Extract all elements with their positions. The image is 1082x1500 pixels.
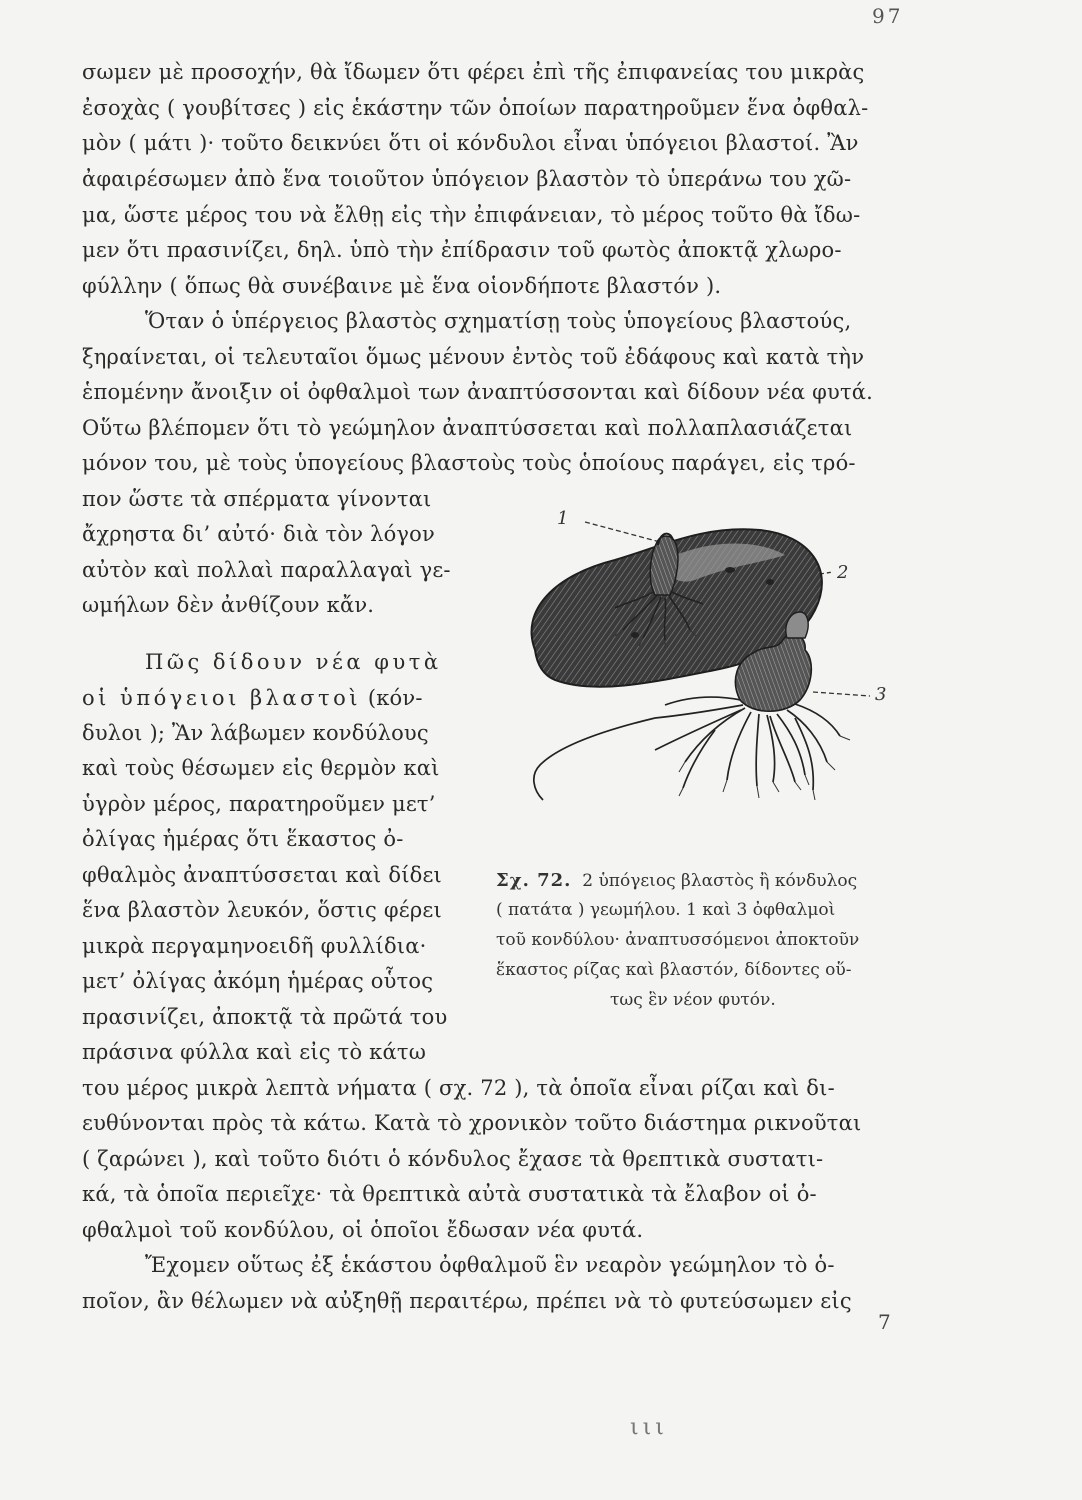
text-line: Ἔχομεν οὕτως ἐξ ἑκάστου ὀφθαλμοῦ ἓν νεαρὸν γεώμηλον τὸ ὁ-	[145, 1253, 835, 1277]
text-line: Οὕτω βλέπομεν ὅτι τὸ γεώμηλον ἀναπτύσσεται καὶ πολλαπλασιάζεται	[82, 416, 853, 440]
text-line: αὐτὸν καὶ πολλαὶ παραλλαγαὶ γε-	[82, 558, 451, 582]
figure-caption-line: ( πατάτα ) γεωμήλου. 1 καὶ 3 ὀφθαλμοὶ	[496, 900, 836, 920]
section-heading: οἱ ὑπόγειοι βλαστοὶ	[82, 686, 361, 710]
callout-label: 3	[875, 684, 887, 705]
text-line: ἄχρηστα δι’ αὐτό· διὰ τὸν λόγον	[82, 522, 435, 546]
callout-label: 1	[557, 508, 569, 529]
text-line: μὸν ( μάτι )· τοῦτο δεικνύει ὅτι οἱ κόνδυλοι εἶναι ὑπόγειοι βλαστοί. Ἂν	[82, 131, 859, 155]
text-line: δυλοι ); Ἂν λάβωμεν κονδύλους	[82, 721, 429, 745]
text-line: πράσινα φύλλα καὶ εἰς τὸ κάτω	[82, 1040, 427, 1064]
text-line: ἀφαιρέσωμεν ἀπὸ ἕνα τοιοῦτον ὑπόγειον βλαστὸν τὸ ὑπεράνω του χῶ-	[82, 167, 852, 191]
text-line: μικρὰ περγαμηνοειδῆ φυλλίδια·	[82, 934, 427, 958]
figure-caption-label: Σχ. 72.	[496, 870, 572, 891]
text-line: ποῖον, ἂν θέλωμεν νὰ αὐξηθῇ περαιτέρω, πρέπει νὰ τὸ φυτεύσωμεν εἰς	[82, 1289, 852, 1313]
text-line: μόνον του, μὲ τοὺς ὑπογείους βλαστοὺς τοὺς ὁποίους παράγει, εἰς τρό-	[82, 451, 856, 475]
text-line: καὶ τοὺς θέσωμεν εἰς θερμὸν καὶ	[82, 756, 440, 780]
section-heading: Πῶς δίδουν νέα φυτὰ	[145, 650, 442, 674]
figure-caption-line: ἕκαστος ρίζας καὶ βλαστόν, δίδοντες οὕ-	[496, 960, 852, 980]
figure-caption-line	[496, 872, 857, 890]
text-line: ( ζαρώνει ), καὶ τοῦτο διότι ὁ κόνδυλος ἔχασε τὰ θρεπτικὰ συστατι-	[82, 1147, 824, 1171]
text-line: του μέρος μικρὰ λεπτὰ νήματα ( σχ. 72 ), τὰ ὁποῖα εἶναι ρίζαι καὶ δι-	[82, 1076, 835, 1100]
text-line: μεν ὅτι πρασινίζει, δηλ. ὑπὸ τὴν ἐπίδρασιν τοῦ φωτὸς ἀποκτᾷ χλωρο-	[82, 238, 842, 262]
text-line: πον ὥστε τὰ σπέρματα γίνονται	[82, 487, 432, 511]
tuber-drawing	[515, 500, 895, 850]
heading-tail: (κόν-	[360, 686, 423, 710]
text-line: φθαλμὸς ἀναπτύσσεται καὶ δίδει	[82, 863, 442, 887]
figure-caption-line: τοῦ κονδύλου· ἀναπτυσσόμενοι ἀποκτοῦν	[496, 930, 860, 950]
page-number: 97	[872, 4, 904, 28]
text-line: ξηραίνεται, οἱ τελευταῖοι ὅμως μένουν ἐντὸς τοῦ ἐδάφους καὶ κατὰ τὴν	[82, 345, 865, 369]
text-line: ωμήλων δὲν ἀνθίζουν κἄν.	[82, 593, 375, 617]
figure-caption-line: τως ἓν νέον φυτόν.	[610, 990, 776, 1010]
text-line: ὀλίγας ἡμέρας ὅτι ἕκαστος ὀ-	[82, 827, 404, 851]
text-line: φύλλην ( ὅπως θὰ συνέβαινε μὲ ἕνα οἱονδήποτε βλαστόν ).	[82, 274, 722, 298]
sheet-number: 7	[878, 1310, 891, 1334]
text-line: ἑπομένην ἄνοιξιν οἱ ὀφθαλμοὶ των ἀναπτύσσονται καὶ δίδουν νέα φυτά.	[82, 380, 874, 404]
figure-caption-text: 2 ὑπόγειος βλαστὸς ἢ κόνδυλος	[582, 871, 858, 891]
potato-tuber-illustration	[515, 500, 895, 850]
text-line: φθαλμοὶ τοῦ κονδύλου, οἱ ὁποῖοι ἔδωσαν νέα φυτά.	[82, 1218, 644, 1242]
callout-label: 2	[837, 562, 849, 583]
text-line: ἐσοχὰς ( γουβίτσες ) εἰς ἑκάστην τῶν ὁποίων παρατηροῦμεν ἕνα ὀφθαλ-	[82, 96, 869, 120]
text-line: σωμεν μὲ προσοχήν, θὰ ἴδωμεν ὅτι φέρει ἐπὶ τῆς ἐπιφανείας του μικρὰς	[82, 60, 865, 84]
text-line: μα, ὥστε μέρος του νὰ ἔλθῃ εἰς τὴν ἐπιφάνειαν, τὸ μέρος τοῦτο θὰ ἴδω-	[82, 203, 861, 227]
text-line: πρασινίζει, ἀποκτᾷ τὰ πρῶτά του	[82, 1005, 448, 1029]
stray-pen-marks: ιιι	[630, 1415, 668, 1440]
section-heading-line	[82, 688, 423, 709]
text-line: Ὅταν ὁ ὑπέργειος βλαστὸς σχηματίσῃ τοὺς ὑπογείους βλαστούς,	[145, 309, 852, 333]
text-line: μετ’ ὀλίγας ἀκόμη ἡμέρας οὗτος	[82, 969, 434, 993]
text-line: κά, τὰ ὁποῖα περιεῖχε· τὰ θρεπτικὰ αὐτὰ συστατικὰ τὰ ἔλαβον οἱ ὀ-	[82, 1182, 817, 1206]
text-line: ὑγρὸν μέρος, παρατηροῦμεν μετ’	[82, 792, 436, 816]
text-line: ευθύνονται πρὸς τὰ κάτω. Κατὰ τὸ χρονικὸν τοῦτο διάστημα ρικνοῦται	[82, 1111, 862, 1135]
text-line: ἕνα βλαστὸν λευκόν, ὅστις φέρει	[82, 898, 442, 922]
